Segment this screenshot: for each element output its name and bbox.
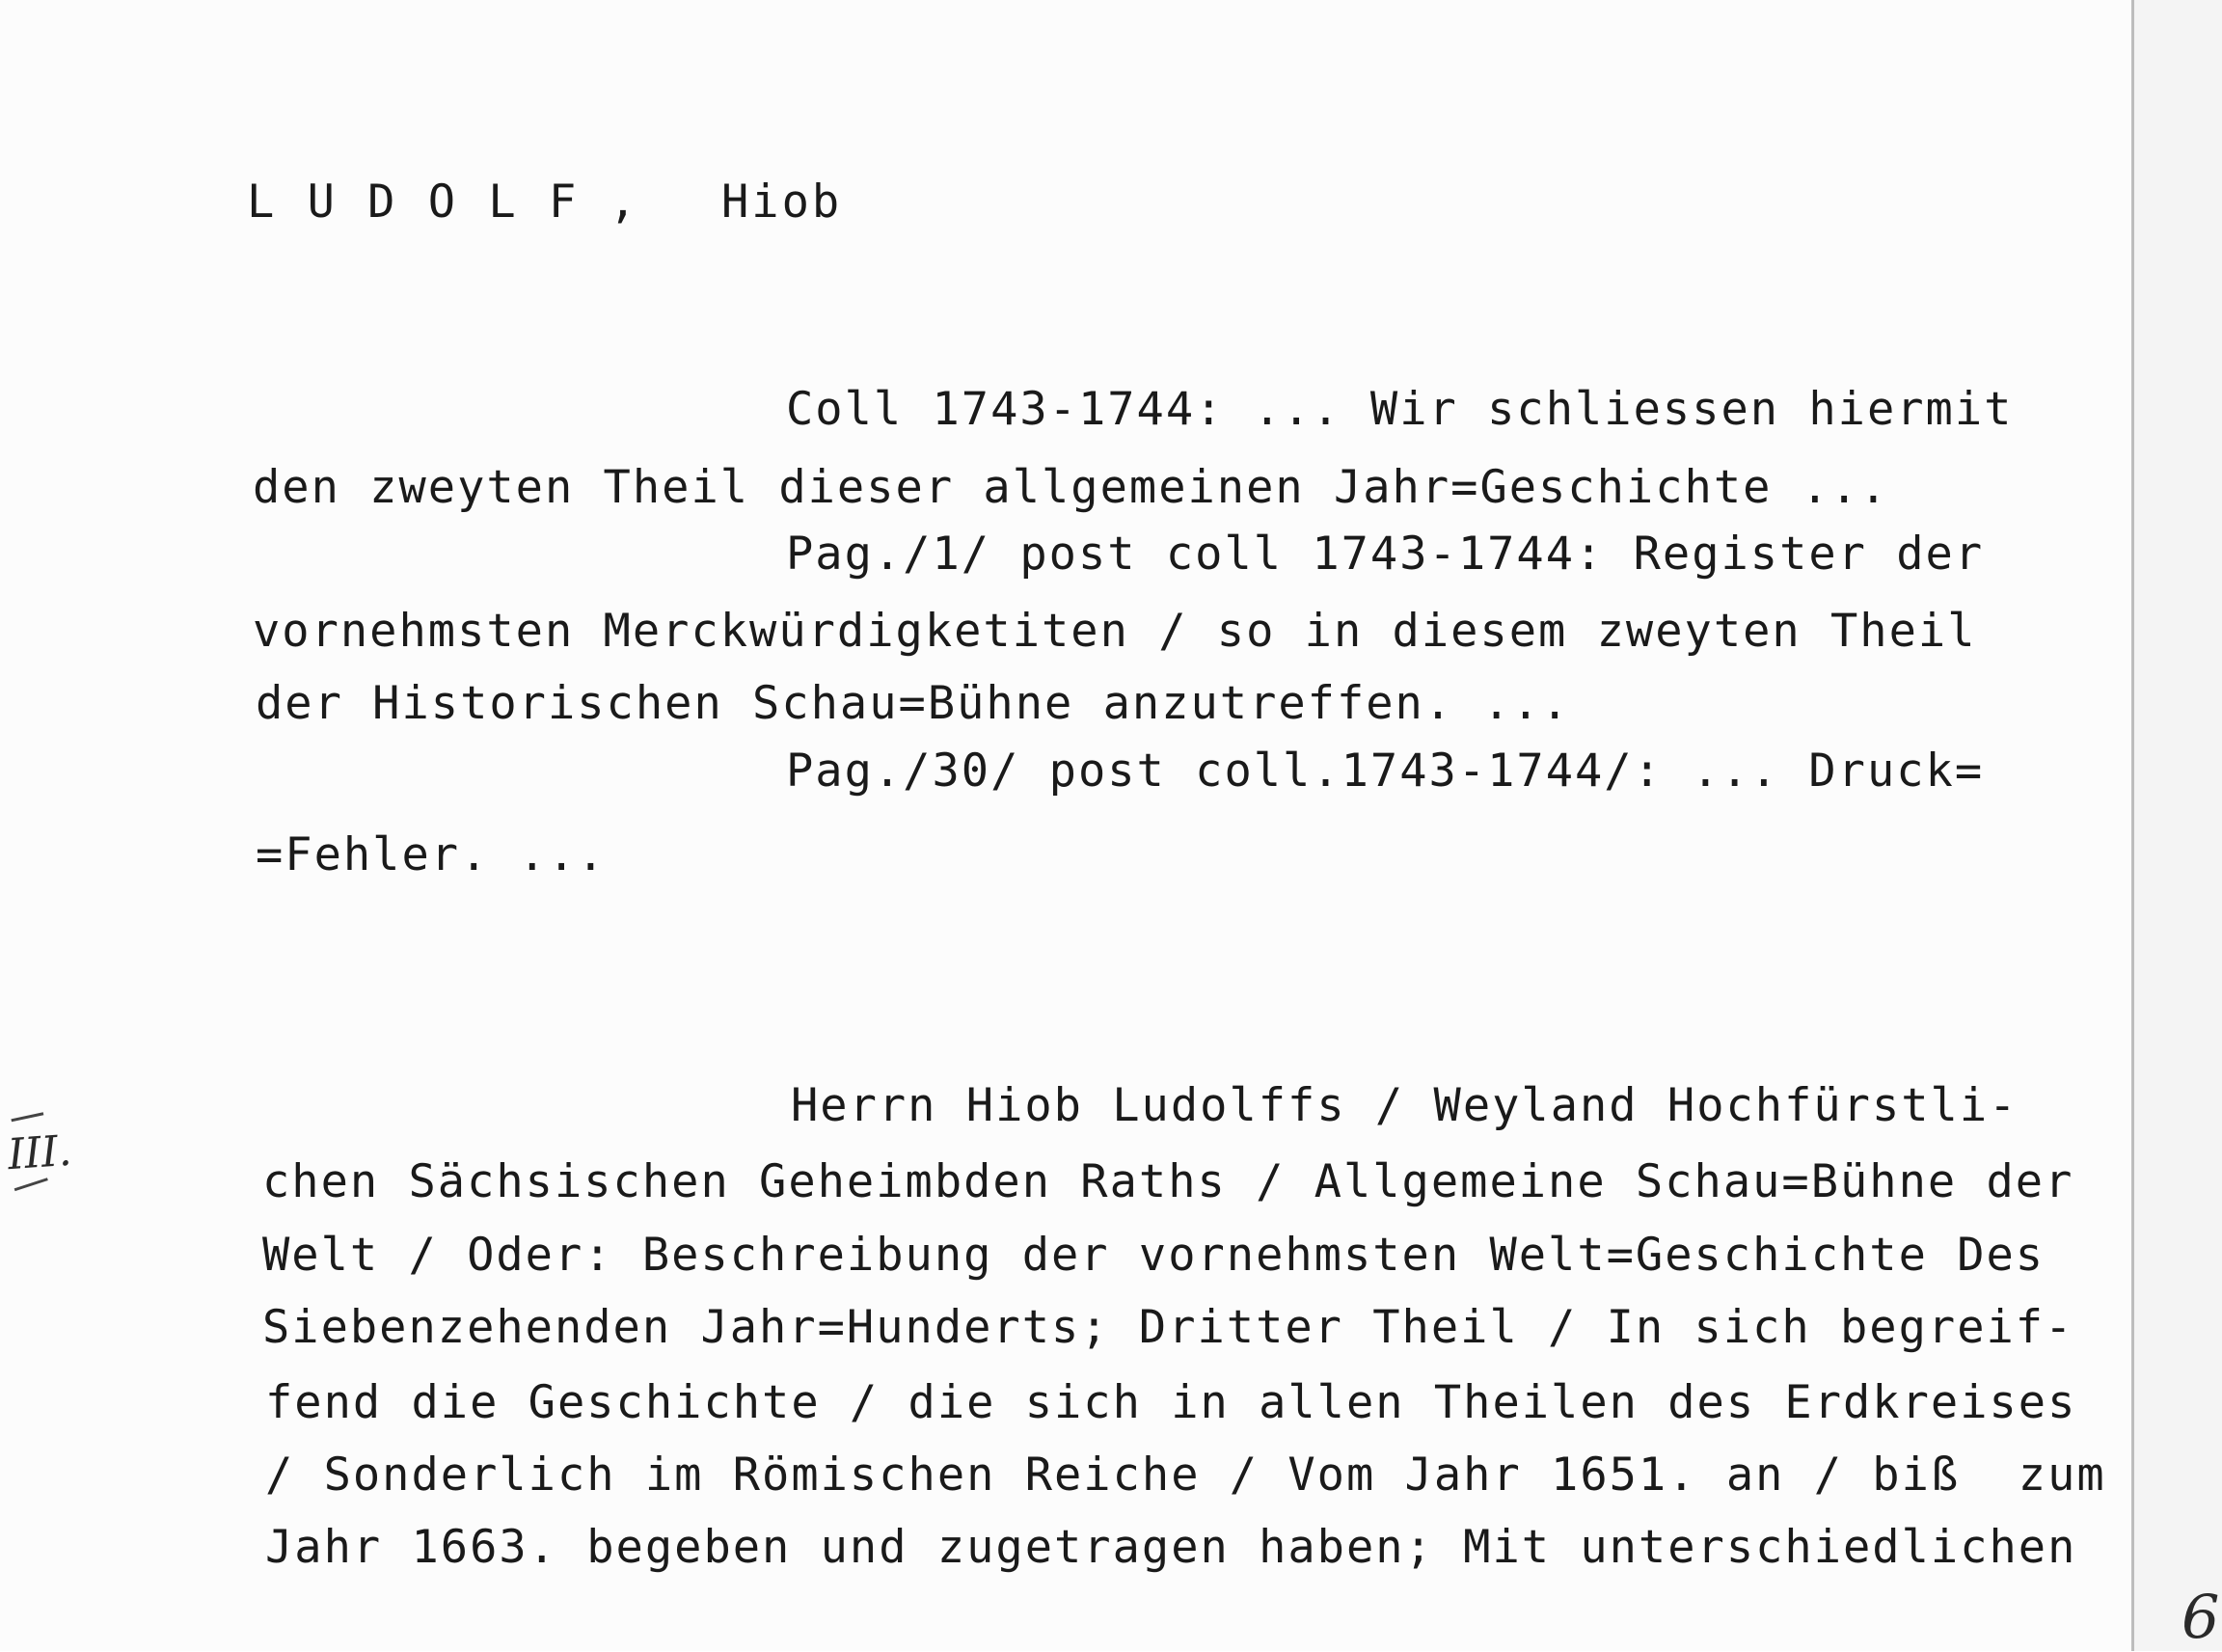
text-line: =Fehler. ...: [256, 828, 607, 881]
text-line: Herrn Hiob Ludolffs / Weyland Hochfürstli-: [791, 1079, 2019, 1132]
text-line: chen Sächsischen Geheimbden Raths / Allgemeine Schau=Bühne der: [262, 1155, 2074, 1208]
text-line: Coll 1743-1744: ... Wir schliessen hiermit: [786, 383, 2014, 436]
handwritten-page-number: 6: [2181, 1582, 2220, 1652]
text-line: Pag./30/ post coll.1743-1744/: ... Druck=: [786, 745, 1985, 798]
author-given-name: Hiob: [721, 176, 843, 229]
text-line: vornehmsten Merckwürdigketiten / so in diesem zweyten Theil: [253, 605, 1977, 658]
text-line: Pag./1/ post coll 1743-1744: Register der: [786, 528, 1985, 581]
author-surname: L U D O L F ,: [247, 176, 639, 229]
handwritten-margin-mark: III.: [6, 1125, 73, 1180]
text-line: / Sonderlich im Römischen Reiche / Vom Jahr 1651. an / biß zum: [265, 1449, 2106, 1502]
text-line: Siebenzehenden Jahr=Hunderts; Dritter Theil / In sich begreif-: [262, 1301, 2074, 1354]
text-line: Welt / Oder: Beschreibung der vornehmsten Welt=Geschichte Des: [262, 1229, 2046, 1282]
text-line: fend die Geschichte / die sich in allen Theilen des Erdkreises: [265, 1376, 2077, 1429]
text-line: der Historischen Schau=Bühne anzutreffen. ...: [256, 677, 1571, 730]
scan-margin: [2134, 0, 2222, 1651]
text-line: Jahr 1663. begeben und zugetragen haben; Mit unterschiedlichen: [265, 1521, 2077, 1574]
text-line: den zweyten Theil dieser allgemeinen Jahr=Geschichte ...: [253, 461, 1889, 514]
